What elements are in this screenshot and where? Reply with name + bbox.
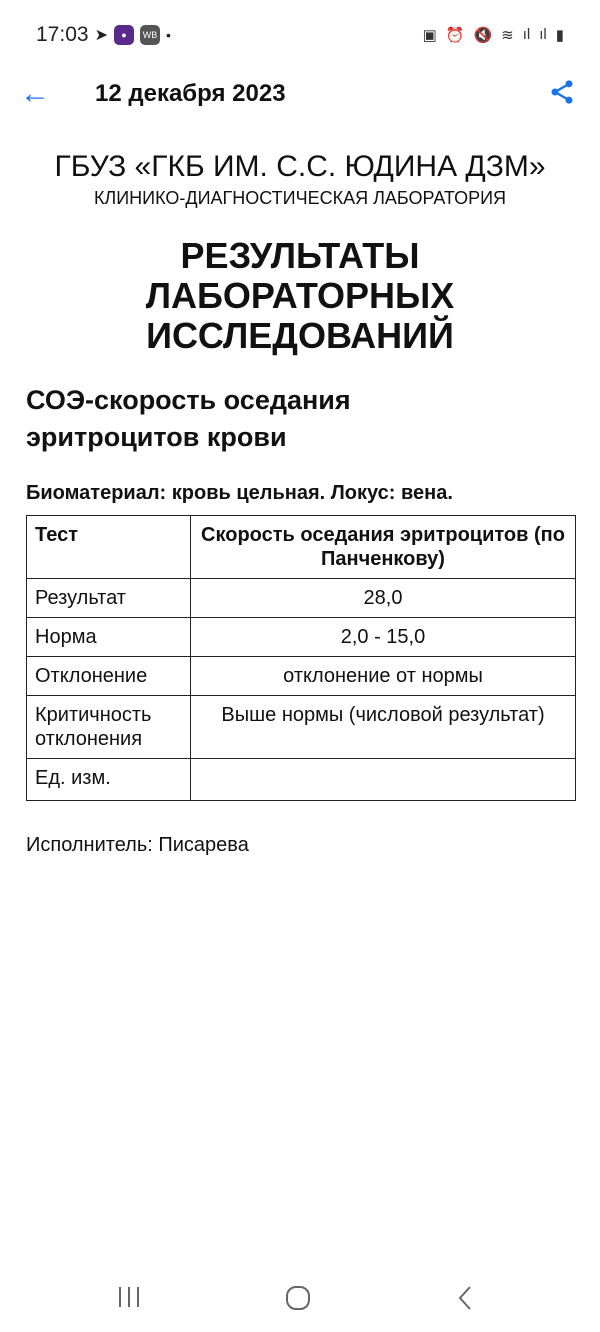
cell-label: Критичность отклонения: [27, 696, 191, 759]
home-icon[interactable]: [284, 1284, 312, 1312]
back-arrow-icon[interactable]: ←: [20, 77, 50, 110]
test-name-line: эритроцитов крови: [26, 422, 287, 452]
clock: 17:03: [36, 23, 89, 46]
app-bar: [0, 74, 600, 114]
battery-saver-icon: ▣: [422, 27, 437, 44]
table-row: [27, 759, 576, 801]
heading-line: ЛАБОРАТОРНЫХ: [145, 275, 455, 316]
heading-line: РЕЗУЛЬТАТЫ: [180, 235, 420, 276]
mute-icon: 🔇: [473, 27, 493, 44]
back-icon[interactable]: [454, 1284, 476, 1312]
dot-icon: •: [165, 27, 171, 43]
biomaterial: Биоматериал: кровь цельная. Локус: вена.: [26, 482, 453, 504]
table-row: [27, 579, 576, 618]
table-row: [27, 657, 576, 696]
cell-value: отклонение от нормы: [191, 657, 576, 696]
recent-apps-icon[interactable]: [116, 1284, 142, 1310]
signal-icon: ıl: [539, 26, 547, 43]
cell-label: Норма: [27, 618, 191, 657]
cell-label: Отклонение: [27, 657, 191, 696]
cell-label: Ед. изм.: [27, 759, 191, 801]
telegram-icon: ➤: [94, 27, 108, 44]
test-name: [26, 382, 351, 456]
app-icon: ●: [114, 25, 134, 45]
cell-label: Тест: [27, 516, 191, 579]
table-row: [27, 516, 576, 579]
cell-value: 28,0: [191, 579, 576, 618]
heading-line: ИССЛЕДОВАНИЙ: [146, 315, 454, 356]
status-bar: [36, 18, 564, 52]
cell-value: 2,0 - 15,0: [191, 618, 576, 657]
results-table: [26, 515, 576, 801]
cell-value: Скорость оседания эритроцитов (по Панченкову): [191, 516, 576, 579]
battery-icon: ▮: [555, 27, 564, 44]
table-row: [27, 618, 576, 657]
page-title: 12 декабря 2023: [95, 80, 286, 107]
table-row: [27, 696, 576, 759]
system-nav-bar: [0, 1280, 600, 1316]
cell-label: Результат: [27, 579, 191, 618]
organization-name: ГБУЗ «ГКБ ИМ. С.С. ЮДИНА ДЗМ»: [54, 150, 546, 183]
laboratory-name: КЛИНИКО-ДИАГНОСТИЧЕСКАЯ ЛАБОРАТОРИЯ: [93, 188, 507, 208]
executor: Исполнитель: Писарева: [26, 834, 249, 856]
document-heading: [0, 236, 600, 356]
cell-value: [191, 759, 576, 801]
wb-icon: WB: [140, 25, 160, 45]
test-name-line: СОЭ-скорость оседания: [26, 385, 351, 415]
wifi-icon: ≋: [501, 27, 514, 44]
alarm-icon: ⏰: [445, 27, 465, 44]
cell-value: Выше нормы (числовой результат): [191, 696, 576, 759]
signal-icon: ıl: [522, 26, 531, 43]
share-icon[interactable]: [548, 78, 576, 111]
